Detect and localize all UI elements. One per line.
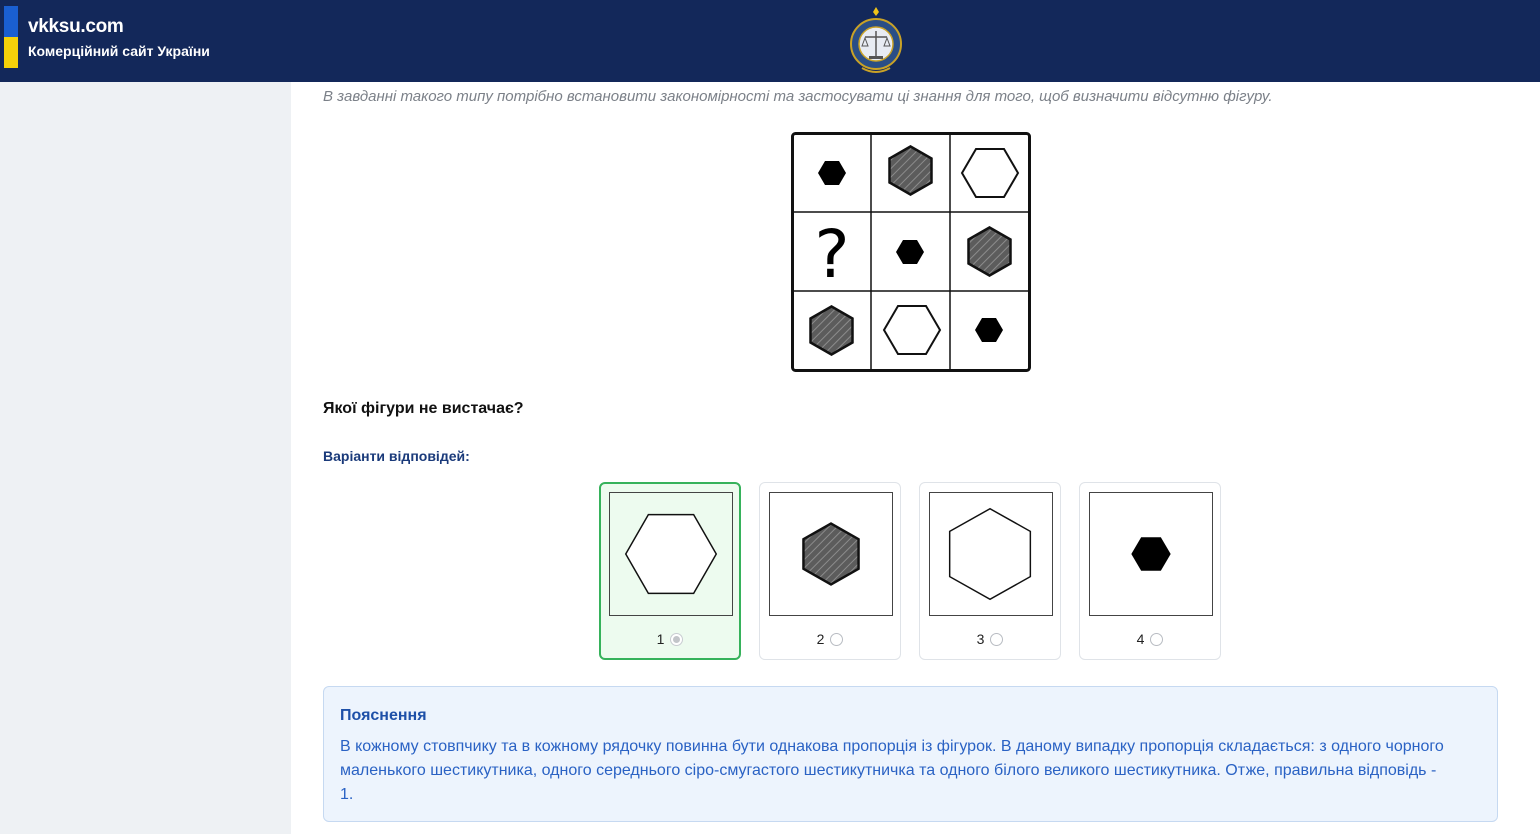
medium-striped-hexagon [890,147,932,195]
answer-option-number: 3 [976,631,985,647]
medium-striped-hexagon [969,228,1011,276]
medium-striped-hexagon [803,524,858,585]
explanation-title: Пояснення [340,707,427,724]
site-subtitle: Комерційний сайт України [28,43,210,59]
explanation-text: В кожному стовпчику та в кожному рядочку повинна бути однакова пропорція із фігурок. В даному випадку пропорція складається: з одного чорного маленького шестикутника, одного середнього сіро-смугастого шестикутничка та одного білого великого шестикутника. Отже, правильна відповідь - 1. [340,738,1444,803]
small-black-hexagon [1131,537,1170,570]
large-white-hexagon [950,509,1031,600]
answer-option-figure [609,492,733,616]
site-name-link[interactable]: vkksu.com [28,16,124,37]
answer-radio-2[interactable] [830,633,843,646]
answer-radio-3[interactable] [990,633,1003,646]
answer-radio-1[interactable] [670,633,683,646]
answer-option-number: 4 [1136,631,1145,647]
answer-option-figure [769,492,893,616]
answer-option-figure [929,492,1053,616]
court-emblem-logo [848,4,904,74]
ukraine-flag-icon [4,6,18,68]
answer-option-figure [1089,492,1213,616]
answer-option-2[interactable] [759,482,901,660]
answer-radio-4[interactable] [1150,633,1163,646]
task-intro-text: В завданні такого типу потрібно встановити закономірності та застосувати ці знання для того, щоб визначити відсутню фігуру. [323,88,1273,105]
missing-cell-question-mark: ? [814,216,850,293]
answers-label: Варіанти відповідей: [323,448,470,464]
explanation-box [323,686,1498,822]
answer-option-3[interactable] [919,482,1061,660]
answer-option-4[interactable] [1079,482,1221,660]
main-content [291,82,1540,834]
answer-option-number: 2 [816,631,825,647]
answer-option-1[interactable] [599,482,741,660]
medium-striped-hexagon [811,307,853,355]
answer-option-number: 1 [656,631,665,647]
question-text: Якої фігури не вистачає? [323,400,524,417]
large-white-hexagon [626,515,717,594]
site-header [0,0,1540,82]
puzzle-grid [791,132,1031,372]
